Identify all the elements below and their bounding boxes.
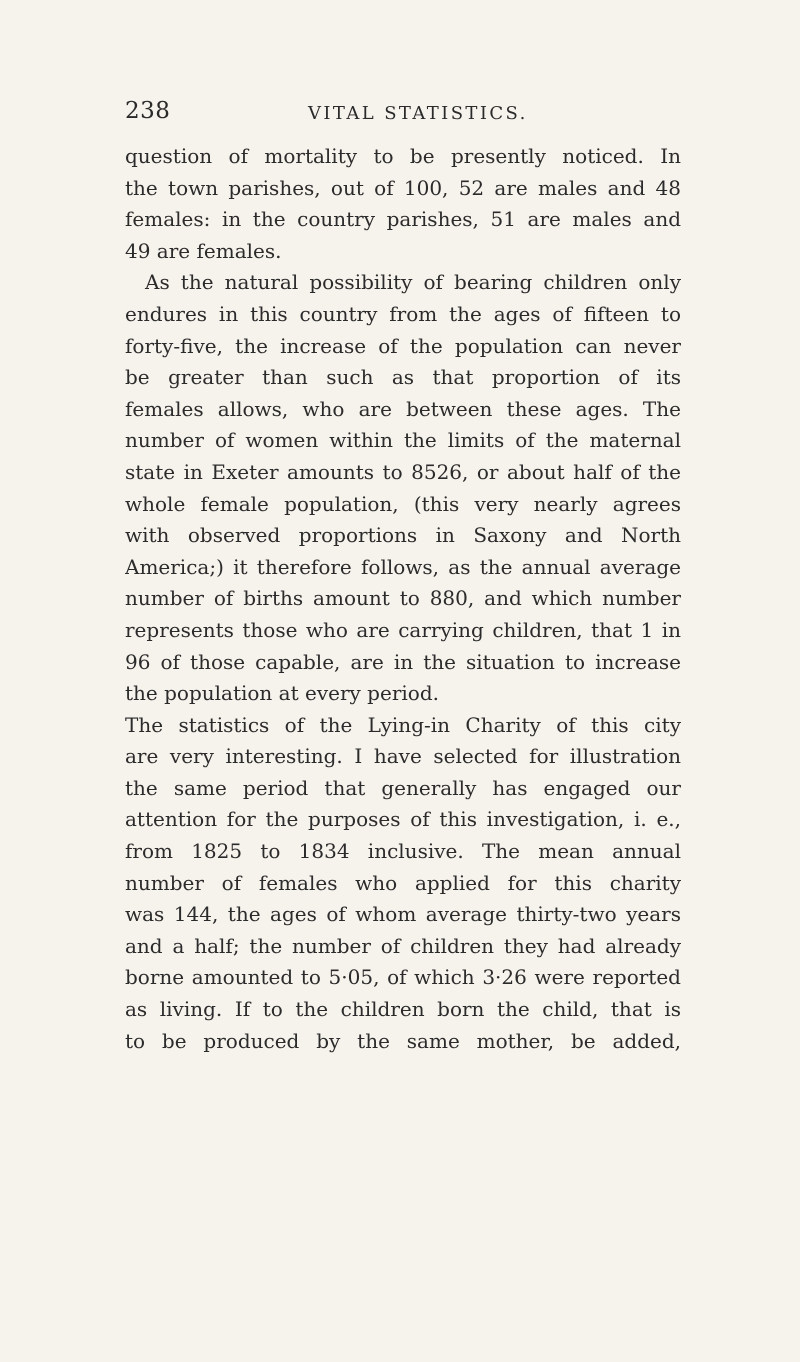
text-line: 49 are females. (125, 238, 282, 263)
text-line: America;) it therefore follows, as the annual average (125, 554, 681, 579)
text-line: be greater than such as that proportion of its (125, 365, 681, 390)
text-line: to be produced by the same mother, be added, (125, 1028, 681, 1053)
text-line: females: in the country parishes, 51 are males and (125, 207, 681, 232)
text-line: was 144, the ages of whom average thirty-two years (125, 902, 681, 927)
page-header (0, 98, 800, 128)
text-line: number of births amount to 880, and which number (125, 586, 681, 611)
text-line: attention for the purposes of this investigation, i. e., (125, 807, 681, 832)
text-line: state in Exeter amounts to 8526, or about half of the (125, 459, 681, 484)
text-line: As the natural possibility of bearing children only (145, 270, 681, 295)
body-text (125, 141, 681, 1057)
text-line: endures in this country from the ages of fifteen to (125, 301, 681, 326)
text-line: with observed proportions in Saxony and North (125, 523, 681, 548)
text-line: the population at every period. (125, 681, 439, 706)
text-line: the same period that generally has engaged our (125, 775, 681, 800)
text-line: number of women within the limits of the maternal (125, 428, 681, 453)
text-line: the town parishes, out of 100, 52 are males and 48 (125, 175, 681, 200)
text-line: are very interesting. I have selected for illustration (125, 744, 681, 769)
text-line: whole female population, (this very nearly agrees (125, 491, 681, 516)
text-line: 96 of those capable, are in the situation to increase (125, 649, 681, 674)
text-line: borne amounted to 5·05, of which 3·26 were reported (125, 965, 681, 990)
text-line: represents those who are carrying children, that 1 in (125, 617, 681, 642)
text-line: and a half; the number of children they had already (125, 933, 681, 958)
text-line: forty-five, the increase of the population can never (125, 333, 681, 358)
page-number: 238 (125, 98, 171, 124)
text-line: number of females who applied for this charity (125, 870, 681, 895)
text-line: from 1825 to 1834 inclusive. The mean annual (125, 839, 681, 864)
text-line: The statistics of the Lying-in Charity of this city (125, 712, 681, 737)
text-line: as living. If to the children born the child, that is (125, 997, 681, 1022)
text-line: females allows, who are between these ages. The (125, 396, 681, 421)
text-line: question of mortality to be presently noticed. In (125, 144, 681, 168)
running-head: VITAL STATISTICS. (308, 103, 528, 124)
